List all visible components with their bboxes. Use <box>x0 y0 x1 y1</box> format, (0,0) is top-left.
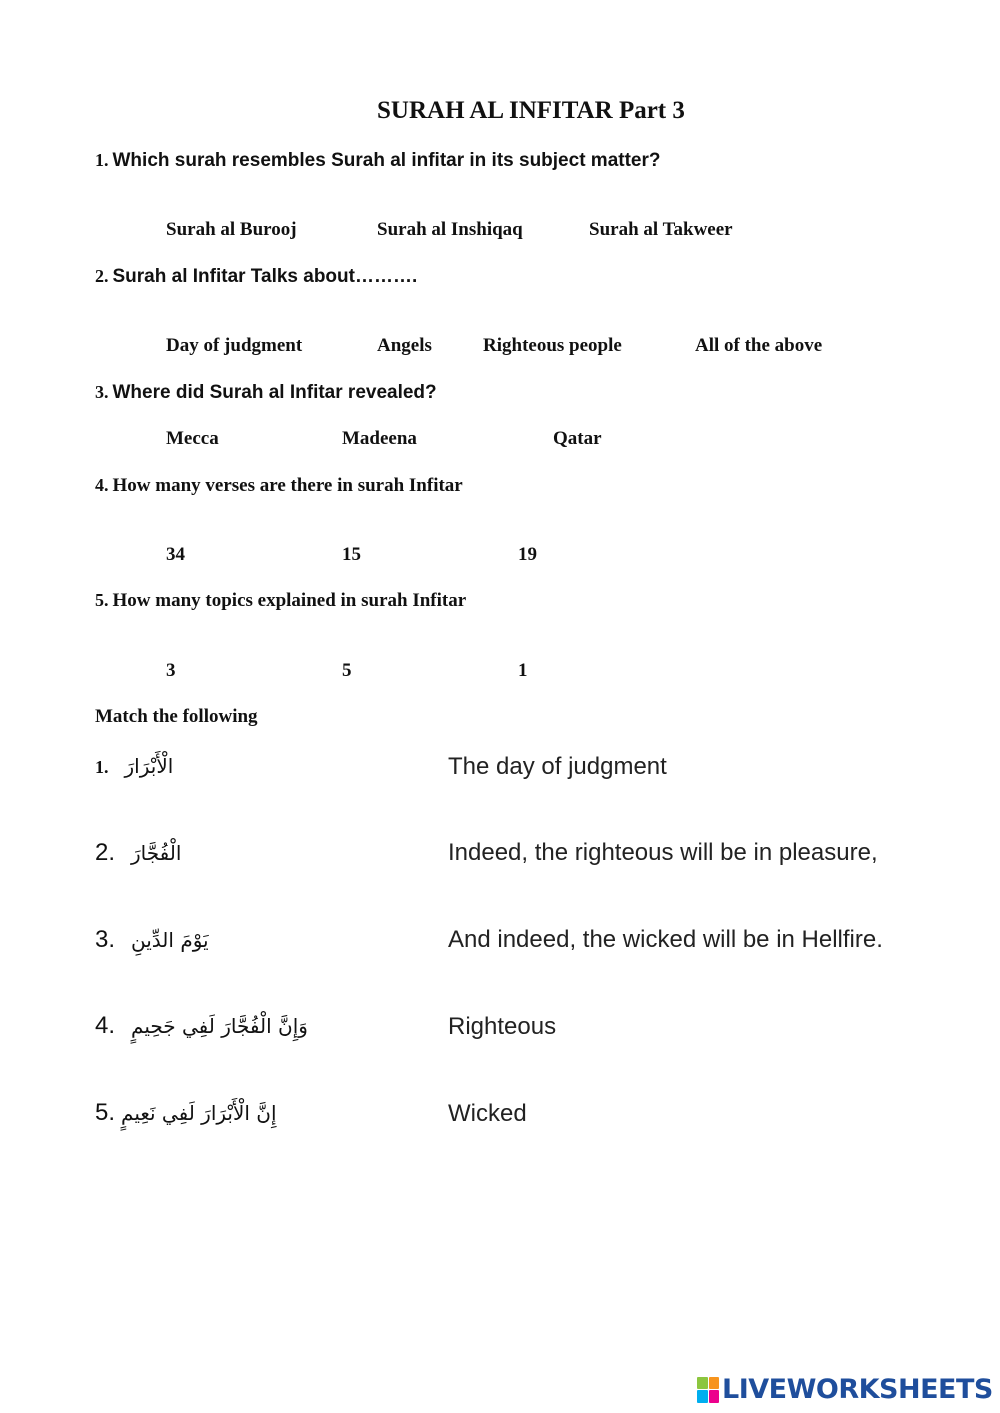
q4-option-3[interactable]: 19 <box>518 544 537 565</box>
question-4 <box>95 475 463 497</box>
question-number: 3. <box>95 382 109 402</box>
question-text: Where did Surah al Infitar revealed? <box>112 382 437 403</box>
liveworksheets-logo <box>697 1374 993 1405</box>
brand-name: LIVEWORKSHEETS <box>722 1374 993 1405</box>
question-2 <box>95 266 417 288</box>
question-number: 4. <box>95 475 109 495</box>
match-left-2[interactable] <box>95 839 181 867</box>
q3-option-3[interactable]: Qatar <box>553 428 602 449</box>
q2-option-2[interactable]: Angels <box>377 335 432 356</box>
page-title: SURAH AL INFITAR Part 3 <box>377 97 685 124</box>
logo-square-orange <box>709 1377 720 1390</box>
q1-option-1[interactable]: Surah al Burooj <box>166 219 297 240</box>
q2-option-3[interactable]: Righteous people <box>483 335 622 356</box>
match-number: 1. <box>95 757 109 777</box>
q1-option-2[interactable]: Surah al Inshiqaq <box>377 219 523 240</box>
logo-square-pink <box>709 1390 720 1403</box>
question-text: How many verses are there in surah Infitar <box>112 475 463 496</box>
q2-option-4[interactable]: All of the above <box>695 335 823 356</box>
arabic-term: إِنَّ الْأَبْرَارَ لَفِي نَعِيمٍ <box>121 1101 277 1125</box>
q5-option-1[interactable]: 3 <box>166 660 176 681</box>
match-right-4[interactable]: Righteous <box>448 1013 557 1040</box>
question-1 <box>95 150 660 172</box>
q5-option-2[interactable]: 5 <box>342 660 352 681</box>
q3-option-1[interactable]: Mecca <box>166 428 219 449</box>
match-number: 5. <box>95 1099 116 1126</box>
match-number: 2. <box>95 839 116 866</box>
q5-option-3[interactable]: 1 <box>518 660 528 681</box>
arabic-term: الْفُجَّارَ <box>131 841 182 865</box>
question-3 <box>95 382 437 404</box>
question-5 <box>95 590 466 612</box>
arabic-term: وَإِنَّ الْفُجَّارَ لَفِي جَحِيمٍ <box>131 1014 308 1038</box>
question-number: 5. <box>95 590 109 610</box>
match-heading: Match the following <box>95 706 258 727</box>
arabic-term: الْأَبْرَارَ <box>124 754 174 778</box>
q2-option-1[interactable]: Day of judgment <box>166 335 303 356</box>
match-number: 3. <box>95 926 116 953</box>
match-left-3[interactable] <box>95 926 209 954</box>
question-number: 2. <box>95 266 109 286</box>
match-right-5[interactable]: Wicked <box>448 1100 527 1127</box>
question-text: Surah al Infitar Talks about………. <box>112 266 418 287</box>
match-right-1[interactable]: The day of judgment <box>448 753 667 780</box>
logo-square-blue <box>697 1390 708 1403</box>
arabic-term: يَوْمَ الدِّينِ <box>131 928 209 952</box>
question-text: Which surah resembles Surah al infitar in its subject matter? <box>112 150 661 171</box>
match-left-1[interactable] <box>95 754 173 778</box>
q4-option-2[interactable]: 15 <box>342 544 361 565</box>
q3-option-2[interactable]: Madeena <box>342 428 417 449</box>
match-right-2[interactable]: Indeed, the righteous will be in pleasure, <box>448 839 878 866</box>
match-number: 4. <box>95 1012 116 1039</box>
logo-square-green <box>697 1377 708 1390</box>
liveworksheets-icon <box>697 1377 719 1403</box>
question-number: 1. <box>95 150 109 170</box>
q4-option-1[interactable]: 34 <box>166 544 185 565</box>
match-right-3[interactable]: And indeed, the wicked will be in Hellfire. <box>448 926 883 953</box>
match-left-5[interactable] <box>95 1099 277 1127</box>
question-text: How many topics explained in surah Infitar <box>112 590 467 611</box>
match-left-4[interactable] <box>95 1012 308 1040</box>
q1-option-3[interactable]: Surah al Takweer <box>589 219 733 240</box>
